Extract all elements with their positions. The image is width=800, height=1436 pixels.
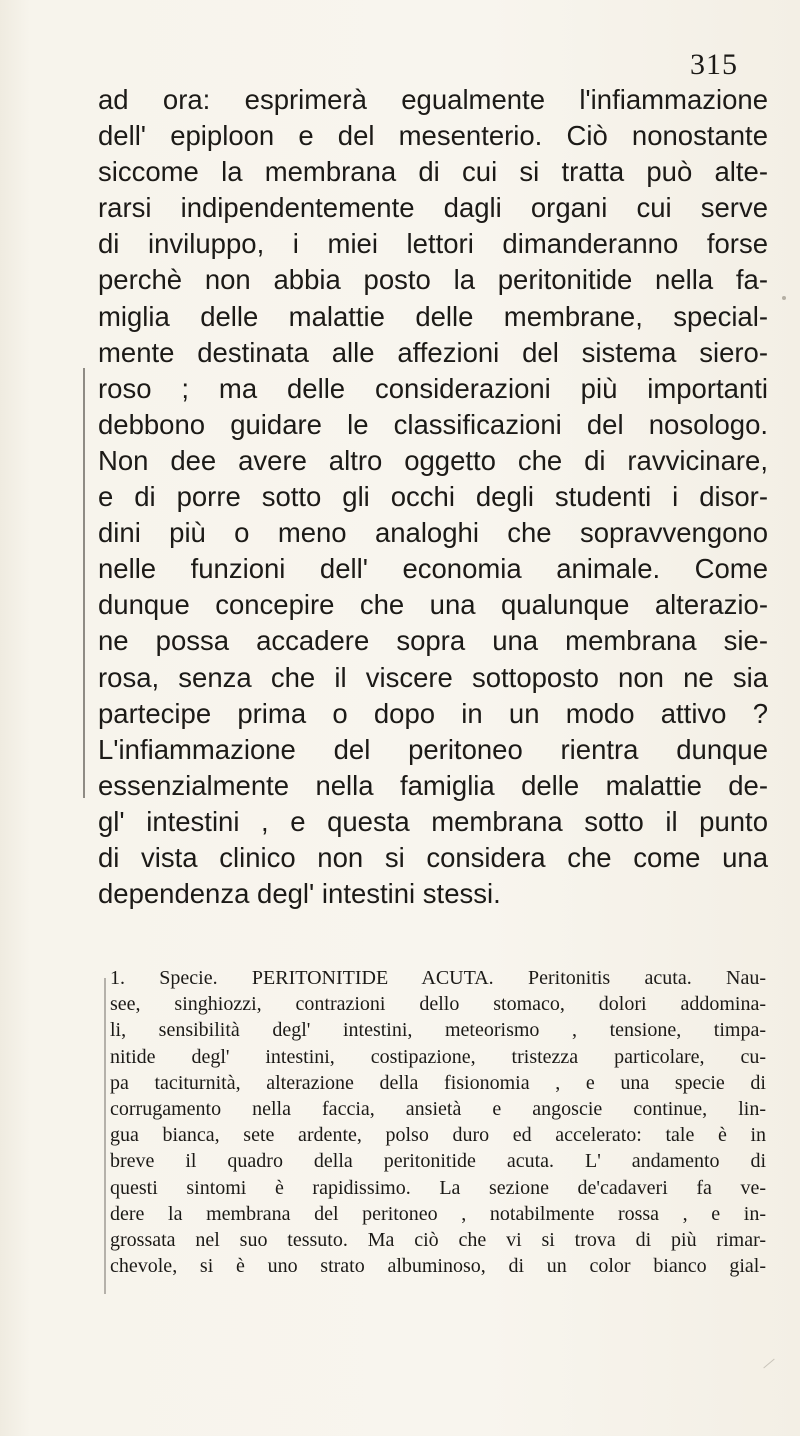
text-line: siccome la membrana di cui si tratta può alte- bbox=[98, 156, 768, 188]
text-line: rosa, senza che il viscere sottoposto non ne sia bbox=[98, 661, 768, 693]
text-line: dini più o meno analoghi che sopravvengono bbox=[98, 517, 768, 549]
footnote-line: chevole, si è uno strato albuminoso, di un color bianco gial- bbox=[110, 1255, 766, 1278]
text-line: Non dee avere altro oggetto che di ravvicinare, bbox=[98, 444, 768, 476]
paper-speck bbox=[782, 296, 786, 300]
footnote-line: breve il quadro della peritonitide acuta. L' andamento di bbox=[110, 1150, 766, 1173]
text-line: nelle funzioni dell' economia animale. Come bbox=[98, 553, 768, 585]
text-line: di vista clinico non si considera che come una bbox=[98, 841, 768, 873]
margin-mark bbox=[104, 978, 106, 1294]
text-line: miglia delle malattie delle membrane, special- bbox=[98, 300, 768, 332]
footnote-line: corrugamento nella faccia, ansietà e angoscie continue, lin- bbox=[110, 1098, 766, 1121]
text-line: dunque concepire che una qualunque alterazio- bbox=[98, 589, 768, 621]
paper-speck bbox=[763, 1359, 774, 1369]
text-line: gl' intestini , e questa membrana sotto il punto bbox=[98, 805, 768, 837]
footnote-line: grossata nel suo tessuto. Ma ciò che vi si trova di più rimar- bbox=[110, 1229, 766, 1252]
footnote-line: questi sintomi è rapidissimo. La sezione de'cadaveri fa ve- bbox=[110, 1176, 766, 1199]
footnote-line: see, singhiozzi, contrazioni dello stomaco, dolori addomina- bbox=[110, 993, 766, 1016]
footnote-line: nitide degl' intestini, costipazione, tristezza particolare, cu- bbox=[110, 1045, 766, 1068]
text-line: roso ; ma delle considerazioni più importanti bbox=[98, 372, 768, 404]
footnote-line: pa taciturnità, alterazione della fisionomia , e una specie di bbox=[110, 1071, 766, 1094]
text-line: e di porre sotto gli occhi degli studenti i disor- bbox=[98, 481, 768, 513]
text-line: mente destinata alle affezioni del sistema siero- bbox=[98, 336, 768, 368]
text-line: L'infiammazione del peritoneo rientra dunque bbox=[98, 733, 768, 765]
margin-mark bbox=[83, 368, 85, 798]
main-text-block bbox=[98, 82, 768, 912]
footnote-line: li, sensibilità degl' intestini, meteorismo , tensione, timpa- bbox=[110, 1019, 766, 1042]
page-number: 315 bbox=[690, 48, 738, 81]
text-line: di inviluppo, i miei lettori dimanderanno forse bbox=[98, 228, 768, 260]
text-line: dependenza degl' intestini stessi. bbox=[98, 878, 501, 910]
text-line: ne possa accadere sopra una membrana sie- bbox=[98, 625, 768, 657]
text-line: essenzialmente nella famiglia delle malattie de- bbox=[98, 769, 768, 801]
text-line: debbono guidare le classificazioni del nosologo. bbox=[98, 408, 768, 440]
text-line: ad ora: esprimerà egualmente l'infiammazione bbox=[98, 84, 768, 115]
text-line: rarsi indipendentemente dagli organi cui serve bbox=[98, 192, 768, 224]
text-line: perchè non abbia posto la peritonitide nella fa- bbox=[98, 264, 768, 296]
footnote-block bbox=[110, 965, 766, 1279]
text-line: dell' epiploon e del mesenterio. Ciò nonostante bbox=[98, 120, 768, 152]
text-line: partecipe prima o dopo in un modo attivo ? bbox=[98, 697, 768, 729]
footnote-line: gua bianca, sete ardente, polso duro ed accelerato: tale è in bbox=[110, 1124, 766, 1147]
footnote-line: dere la membrana del peritoneo , notabilmente rossa , e in- bbox=[110, 1202, 766, 1225]
footnote-line: 1. Specie. PERITONITIDE ACUTA. Peritonitis acuta. Nau- bbox=[110, 967, 766, 989]
